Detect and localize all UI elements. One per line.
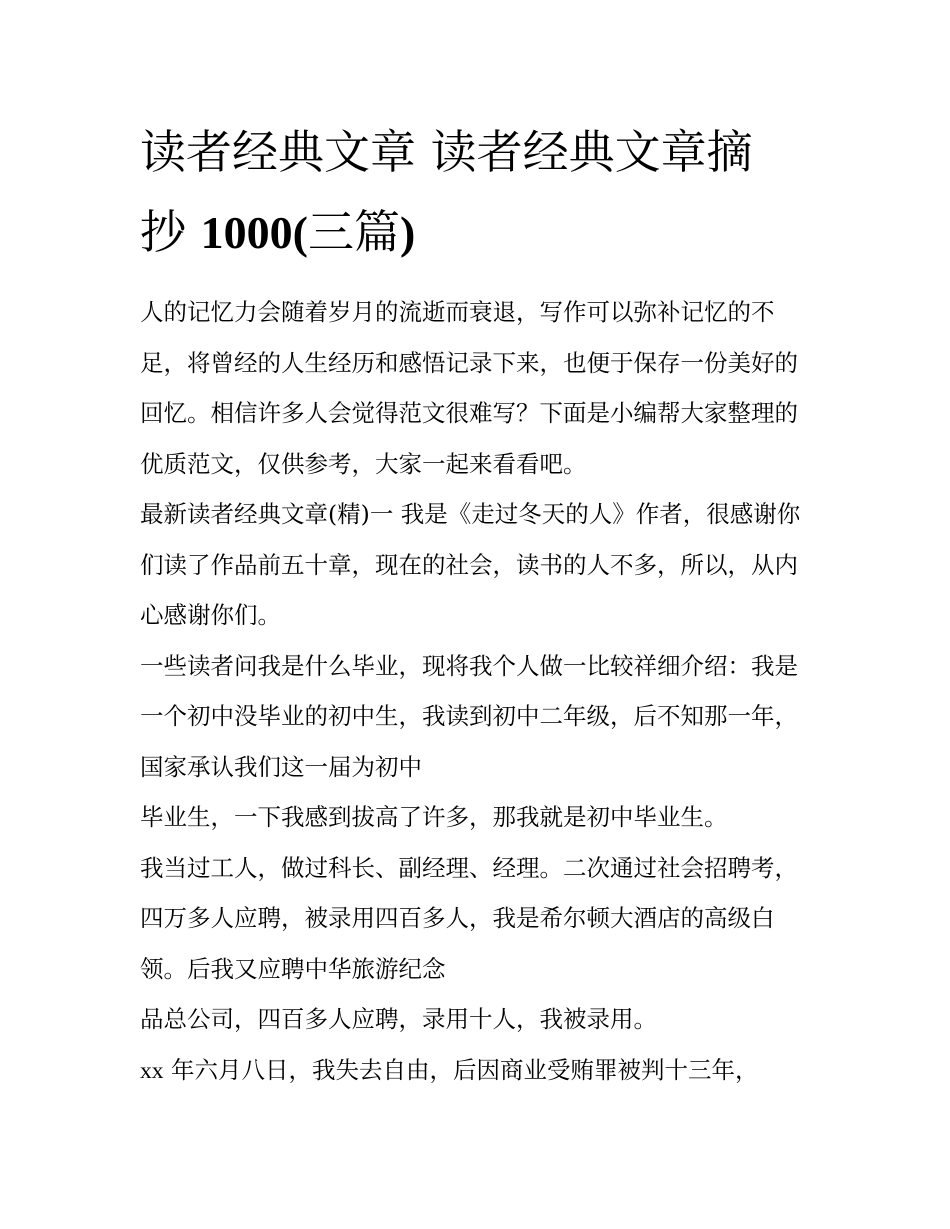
- document-content: [140, 112, 815, 1096]
- title-line-2-mid: 三篇: [307, 205, 400, 259]
- title-line-1: 读者经典文章 读者经典文章摘: [140, 125, 753, 179]
- title-line-2-number: 1000(: [200, 207, 308, 258]
- document-title: [140, 112, 815, 273]
- paragraph-author-note: 最新读者经典文章(精)一 我是《走过冬天的人》作者，很感谢你们读了作品前五十章，现在的社会，读书的人不多，所以，从内心感谢你们。: [140, 500, 801, 629]
- title-line-2-prefix: 抄: [140, 205, 201, 259]
- paragraph-last-text: 年六月八日，我失去自由，后因商业受贿罪被判十三年，: [163, 1055, 759, 1084]
- paragraph-career: 我当过工人，做过科长、副经理、经理。二次通过社会招聘考，四万多人应聘，被录用四百多人，我是希尔顿大酒店的高级白领。后我又应聘中华旅游纪念: [140, 853, 798, 983]
- paragraph-hired: 品总公司，四百多人应聘，录用十人，我被录用。: [140, 1005, 657, 1033]
- paragraph-education: 一些读者问我是什么毕业，现将我个人做一比较祥细介绍：我是一个初中没毕业的初中生，我读到初中二年级，后不知那一年，国家承认我们这一届为初中: [140, 651, 798, 781]
- paragraph-intro: 人的记忆力会随着岁月的流逝而衰退，写作可以弥补记忆的不足，将曾经的人生经历和感悟记录下来，也便于保存一份美好的回忆。相信许多人会觉得范文很难写？下面是小编帮大家整理的优质范文，仅供参考，大家一起来看看吧。: [140, 298, 798, 478]
- paragraph-last: [140, 1045, 815, 1097]
- year-placeholder: xx: [140, 1057, 164, 1084]
- paragraph-graduate: 毕业生，一下我感到拔高了许多，那我就是初中毕业生。: [140, 803, 728, 831]
- title-line-2-end: ): [399, 207, 416, 258]
